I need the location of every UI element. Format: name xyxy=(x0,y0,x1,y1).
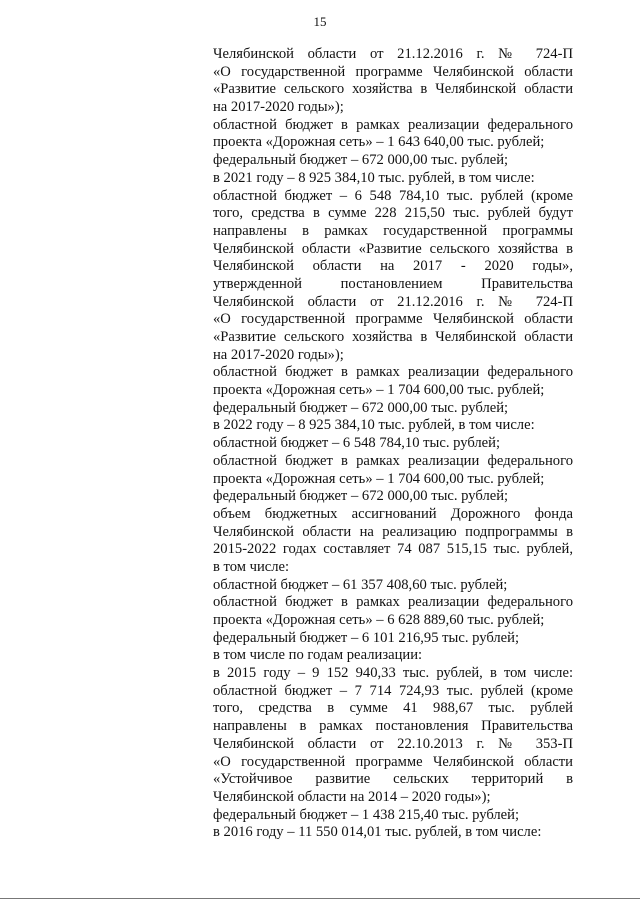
text-line: Челябинской области на реализацию подпрограммы в xyxy=(213,523,573,540)
text-line: областной бюджет в рамках реализации федерального xyxy=(213,364,573,381)
text-line: Челябинской области от 22.10.2013 г. № 353-П xyxy=(213,735,573,752)
text-line: на 2017-2020 годы»); xyxy=(213,346,344,363)
text-line: областной бюджет – 61 357 408,60 тыс. рублей; xyxy=(213,576,508,593)
text-line: в том числе по годам реализации: xyxy=(213,647,423,664)
text-line: Челябинской области от 21.12.2016 г. № 724-П xyxy=(213,46,573,62)
text-line: «Устойчивое развитие сельских территорий в xyxy=(213,771,573,788)
text-line: областной бюджет в рамках реализации федерального xyxy=(213,594,573,611)
text-line: «О государственной программе Челябинской области xyxy=(213,311,573,328)
document-body xyxy=(213,46,573,842)
text-line: Челябинской области на 2017 - 2020 годы», xyxy=(213,258,573,275)
text-line: в 2021 году – 8 925 384,10 тыс. рублей, в том числе: xyxy=(213,169,535,186)
text-line: федеральный бюджет – 672 000,00 тыс. рублей; xyxy=(213,399,509,416)
text-line: проекта «Дорожная сеть» – 1 643 640,00 тыс. рублей; xyxy=(213,134,545,151)
text-line: направлены в рамках постановления Правительства xyxy=(213,718,573,735)
text-line: федеральный бюджет – 6 101 216,95 тыс. рублей; xyxy=(213,629,520,646)
text-line: областной бюджет в рамках реализации федерального xyxy=(213,452,573,469)
page-number: 15 xyxy=(313,14,327,29)
text-line: в 2016 году – 11 550 014,01 тыс. рублей, в том числе: xyxy=(213,824,542,841)
text-line: того, средства в сумме 228 215,50 тыс. рублей будут xyxy=(213,205,573,222)
text-line: объем бюджетных ассигнований Дорожного фонда xyxy=(213,505,573,522)
text-line: направлены в рамках государственной программы xyxy=(213,222,573,239)
text-line: проекта «Дорожная сеть» – 6 628 889,60 тыс. рублей; xyxy=(213,612,545,628)
text-line: на 2017-2020 годы»); xyxy=(213,99,344,116)
text-line: в 2015 году – 9 152 940,33 тыс. рублей, в том числе: xyxy=(213,665,573,682)
text-line: утвержденной постановлением Правительства xyxy=(213,275,573,292)
text-line: «О государственной программе Челябинской области xyxy=(213,753,573,770)
text-line: федеральный бюджет – 672 000,00 тыс. рублей; xyxy=(213,488,509,505)
text-line: проекта «Дорожная сеть» – 1 704 600,00 тыс. рублей; xyxy=(213,470,545,487)
text-line: областной бюджет – 7 714 724,93 тыс. рублей (кроме xyxy=(213,682,573,699)
text-line: Челябинской области от 21.12.2016 г. № 724-П xyxy=(213,293,573,310)
text-line: «Развитие сельского хозяйства в Челябинской области xyxy=(213,81,573,98)
text-line: 2015-2022 годах составляет 74 087 515,15 тыс. рублей, xyxy=(213,541,573,558)
text-line: областной бюджет в рамках реализации федерального xyxy=(213,116,573,133)
text-line: Челябинской области «Развитие сельского хозяйства в xyxy=(213,240,573,257)
page-bottom-rule xyxy=(0,898,640,899)
text-line: проекта «Дорожная сеть» – 1 704 600,00 тыс. рублей; xyxy=(213,382,545,399)
text-line: «О государственной программе Челябинской области xyxy=(213,63,573,80)
text-line: федеральный бюджет – 672 000,00 тыс. рублей; xyxy=(213,152,509,169)
text-line: областной бюджет – 6 548 784,10 тыс. рублей (кроме xyxy=(213,187,573,204)
text-line: «Развитие сельского хозяйства в Челябинской области xyxy=(213,329,573,345)
text-line: в 2022 году – 8 925 384,10 тыс. рублей, в том числе: xyxy=(213,417,535,434)
text-line: в том числе: xyxy=(213,558,290,575)
text-line: Челябинской области на 2014 – 2020 годы»); xyxy=(213,788,491,805)
text-line: того, средства в сумме 41 988,67 тыс. рублей xyxy=(213,700,573,717)
text-line: федеральный бюджет – 1 438 215,40 тыс. рублей; xyxy=(213,806,520,823)
text-line: областной бюджет – 6 548 784,10 тыс. рублей; xyxy=(213,435,501,452)
